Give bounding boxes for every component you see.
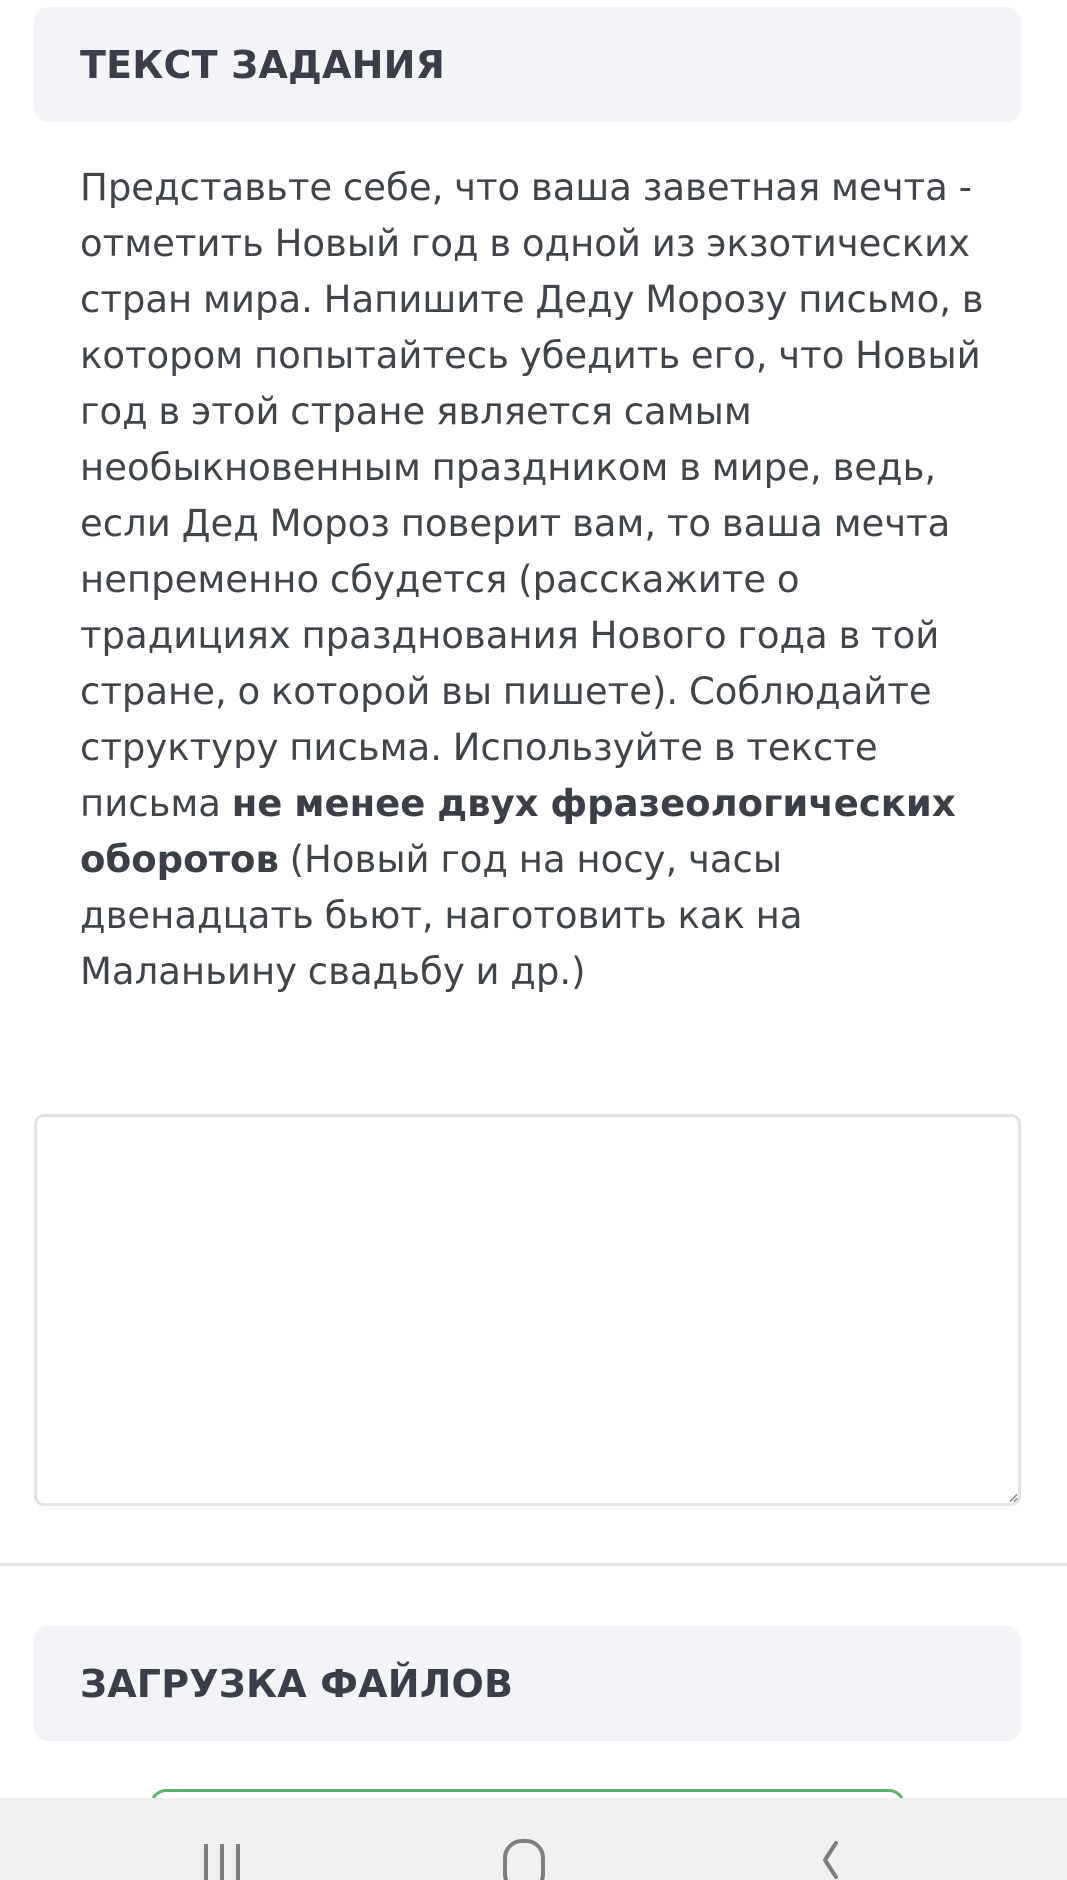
- home-icon: [464, 1798, 584, 1880]
- recent-apps-icon: [163, 1798, 283, 1880]
- section-divider: [0, 1563, 1067, 1566]
- answer-textarea[interactable]: [34, 1114, 1021, 1506]
- resize-grip-icon[interactable]: [1008, 1492, 1018, 1502]
- upload-section-title: ЗАГРУЗКА ФАЙЛОВ: [80, 1661, 514, 1706]
- task-section-header: [34, 7, 1021, 122]
- back-button[interactable]: [765, 1798, 885, 1880]
- upload-section-header: [34, 1626, 1021, 1741]
- home-button[interactable]: [464, 1798, 584, 1880]
- android-nav-bar: [0, 1798, 1067, 1880]
- task-text-part1: Представьте себе, что ваша заветная мечта - отметить Новый год в одной из экзотических стран мира. Напишите Деду Морозу письмо, в котором попытайтесь убедить его, что Новый год в этой стране является самым необыкновенным праздником в мире, ведь, если Дед Мороз поверит вам, то ваша мечта непременно сбудется (расскажите о традициях празднования Нового года в той стране, о которой вы пишете). Соблюдайте структуру письма. Используйте в тексте письма: [80, 166, 984, 825]
- task-section-title: ТЕКСТ ЗАДАНИЯ: [80, 42, 446, 87]
- recent-apps-button[interactable]: [163, 1798, 283, 1880]
- task-text: [80, 160, 1000, 1000]
- task-text-part2: (Новый год на носу, часы двенадцать бьют, наготовить как на Маланьину свадьбу и др.): [80, 838, 803, 993]
- task-text-bold: не менее двух фразеологических оборотов: [80, 782, 956, 881]
- back-icon: [765, 1798, 885, 1880]
